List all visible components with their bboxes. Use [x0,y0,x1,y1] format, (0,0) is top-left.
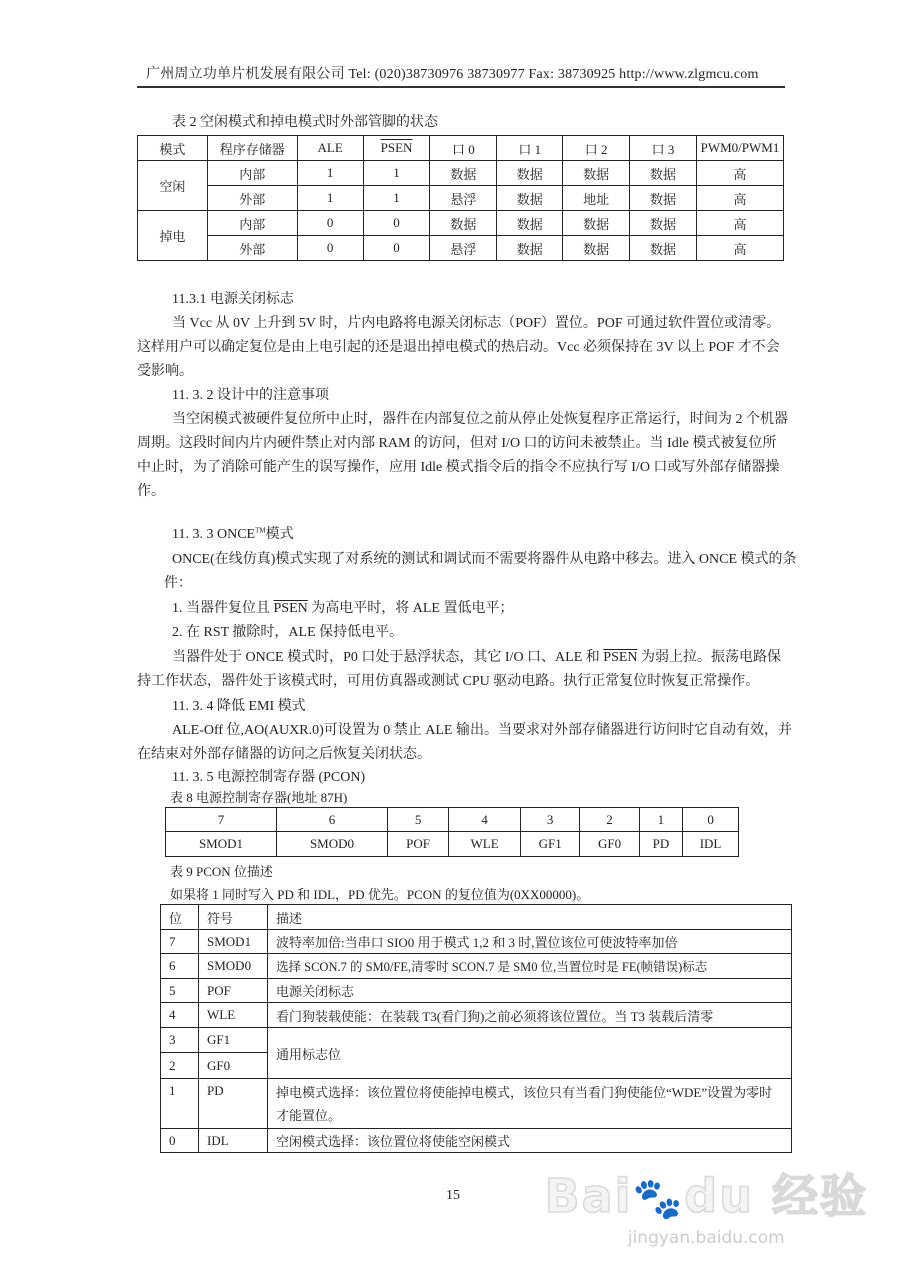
cell: 选择 SCON.7 的 SM0/FE,清零时 SCON.7 是 SM0 位,当置位时是 FE(帧错误)标志 [268,954,792,979]
paragraph-line: 作。 [137,484,165,499]
cell: 0 [161,1129,199,1153]
table9-note: 如果将 1 同时写入 PD 和 IDL，PD 优先。PCON 的复位值为(0XX00000)。 [170,887,590,902]
cell: 数据 [563,161,630,186]
text: 为弱上拉。振荡电路保 [637,650,782,665]
cell: 地址 [563,186,630,211]
paragraph-line: ALE-Off 位,AO(AUXR.0)可设置为 0 禁止 ALE 输出。当要求对外部存储器进行访问时它自动有效，并 [172,723,792,738]
cell: 通用标志位 [268,1028,792,1079]
cell: 7 [166,808,277,832]
table-row [161,1129,792,1153]
table8 [165,807,739,857]
paragraph-line: 中止时，为了消除可能产生的误写操作，应用 Idle 模式指令后的指令不应执行写 I/O 口或写外部存储器操 [137,460,780,475]
watermark-url: jingyan.baidu.com [627,1228,785,1248]
trademark: TM [255,526,266,535]
th: 口 2 [563,136,630,161]
table9 [160,904,792,1153]
cell: SMOD0 [199,954,268,979]
cell: 1 [297,186,363,211]
table2-caption: 表 2 空闲模式和掉电模式时外部管脚的状态 [172,115,438,130]
paragraph-line: 周期。这段时间内片内硬件禁止对内部 RAM 的访问，但对 I/O 口的访问未被禁止。当 Idle 模式被复位所 [137,436,777,451]
paragraph-line: 受影响。 [137,364,193,379]
list-item [172,597,513,617]
section-heading: 11.3.1 电源关闭标志 [172,292,294,307]
cell: SMOD0 [276,832,387,857]
cell: 波特率加倍:当串口 SIO0 用于模式 1,2 和 3 时,置位该位可使波特率加倍 [268,930,792,954]
paragraph-line: 件： [164,576,192,591]
cell: 3 [161,1028,199,1053]
th: 程序存储器 [207,136,297,161]
table-row [138,211,784,236]
cell: GF0 [580,832,639,857]
table-row [161,1028,792,1053]
table-row [161,1003,792,1028]
table8-caption: 表 8 电源控制寄存器(地址 87H) [170,790,348,805]
cell: 5 [161,979,199,1003]
cell: SMOD1 [166,832,277,857]
bit-number-row [166,808,739,832]
th: 模式 [138,136,208,161]
cell: 掉电模式选择：该位置位将使能掉电模式，该位只有当看门狗使能位“WDE”设置为零时才能置位。 [268,1079,792,1129]
cell: 数据 [563,236,630,261]
cell: 数据 [630,186,697,211]
th: 符号 [199,905,268,930]
cell: 数据 [430,161,497,186]
paragraph-line [172,646,781,666]
heading-text: 11. 3. 3 ONCE [172,527,256,542]
table9-header-row [161,905,792,930]
cell: 内部 [207,211,297,236]
paragraph-line: ONCE(在线仿真)模式实现了对系统的测试和调试而不需要将器件从电路中移去。进入 ONCE 模式的条 [172,552,797,567]
bit-name-row [166,832,739,857]
table2-header-row [138,136,784,161]
cell: PD [199,1079,268,1129]
th: 口 0 [430,136,497,161]
cell: 7 [161,930,199,954]
section-heading: 11. 3. 2 设计中的注意事项 [172,388,329,403]
baidu-watermark [545,1160,868,1248]
mode-cell: 掉电 [138,211,208,261]
cell: 数据 [497,161,563,186]
cell: 悬浮 [430,186,497,211]
cell: 6 [161,954,199,979]
cell: 内部 [207,161,297,186]
page-number: 15 [446,1188,460,1203]
cell: 看门狗装载使能：在装载 T3(看门狗)之前必须将该位置位。当 T3 装载后清零 [268,1003,792,1028]
table-row [138,236,784,261]
cell: 4 [449,808,521,832]
cell: 数据 [563,211,630,236]
cell: 空闲模式选择：该位置位将使能空闲模式 [268,1129,792,1153]
cell: GF1 [520,832,579,857]
cell: 3 [520,808,579,832]
paragraph-line: 持工作状态，器件处于该模式时，可用仿真器或测试 CPU 驱动电路。执行正常复位时恢复正常操作。 [137,674,760,689]
table9-caption: 表 9 PCON 位描述 [170,864,273,879]
cell: POF [387,832,448,857]
cell: 外部 [207,186,297,211]
text: 1. 当器件复位且 [172,601,274,616]
cell: WLE [199,1003,268,1028]
watermark-logo: Bai🐾du 经验 [544,1169,868,1223]
th: PSEN [363,136,430,161]
section-heading [172,523,294,543]
psen-signal: PSEN [603,650,638,665]
table-row [138,186,784,211]
cell: 高 [696,236,783,261]
text: 当器件处于 ONCE 模式时，P0 口处于悬浮状态，其它 I/O 口、ALE 和 [172,650,604,665]
heading-text: 模式 [265,527,294,542]
cell: POF [199,979,268,1003]
header-rule [137,86,785,88]
cell: 高 [696,211,783,236]
cell: 0 [297,236,363,261]
table-row [138,161,784,186]
cell: 数据 [630,236,697,261]
cell: 数据 [497,211,563,236]
section-heading: 11. 3. 4 降低 EMI 模式 [172,699,306,714]
th: 口 1 [497,136,563,161]
cell: 1 [297,161,363,186]
section-heading: 11. 3. 5 电源控制寄存器 (PCON) [172,770,366,785]
mode-cell: 空闲 [138,161,208,211]
cell: 0 [363,211,430,236]
table-row [161,1079,792,1129]
cell: 数据 [497,186,563,211]
list-item: 2. 在 RST 撤除时，ALE 保持低电平。 [172,625,404,640]
cell: IDL [199,1129,268,1153]
cell: 2 [161,1053,199,1079]
cell: 数据 [630,211,697,236]
paragraph-line: 当 Vcc 从 0V 上升到 5V 时，片内电路将电源关闭标志（POF）置位。POF 可通过软件置位或清零。 [172,316,781,331]
cell: 1 [363,186,430,211]
cell: 数据 [630,161,697,186]
page-header: 广州周立功单片机发展有限公司 Tel: (020)38730976 38730977 Fax: 38730925 http://www.zlgmcu.com [146,67,759,82]
th: 口 3 [630,136,697,161]
text: 为高电平时，将 ALE 置低电平； [307,601,514,616]
cell: IDL [683,832,739,857]
paragraph-line: 这样用户可以确定复位是由上电引起的还是退出掉电模式的热启动。Vcc 必须保持在 3V 以上 POF 才不会 [137,340,780,355]
cell: SMOD1 [199,930,268,954]
cell: 电源关闭标志 [268,979,792,1003]
cell: 悬浮 [430,236,497,261]
cell: 高 [696,186,783,211]
cell: GF0 [199,1053,268,1079]
paragraph-line: 在结束对外部存储器的访问之后恢复关闭状态。 [137,747,431,762]
paragraph-line: 当空闲模式被硬件复位所中止时，器件在内部复位之前从停止处恢复程序正常运行，时间为 2 个机器 [172,412,788,427]
cell: 数据 [497,236,563,261]
cell: 0 [683,808,739,832]
cell: 5 [387,808,448,832]
th: PWM0/PWM1 [696,136,783,161]
cell: 1 [161,1079,199,1129]
cell: 外部 [207,236,297,261]
cell: 6 [276,808,387,832]
th: 描述 [268,905,792,930]
cell: GF1 [199,1028,268,1053]
table-row [161,979,792,1003]
cell: 2 [580,808,639,832]
cell: WLE [449,832,521,857]
cell: PD [639,832,682,857]
cell: 1 [639,808,682,832]
psen-signal: PSEN [273,601,308,616]
cell: 4 [161,1003,199,1028]
table-row [161,930,792,954]
table2 [137,135,784,261]
th: ALE [297,136,363,161]
cell: 0 [297,211,363,236]
cell: 0 [363,236,430,261]
cell: 数据 [430,211,497,236]
table-row [161,954,792,979]
cell: 1 [363,161,430,186]
cell: 高 [696,161,783,186]
th: 位 [161,905,199,930]
